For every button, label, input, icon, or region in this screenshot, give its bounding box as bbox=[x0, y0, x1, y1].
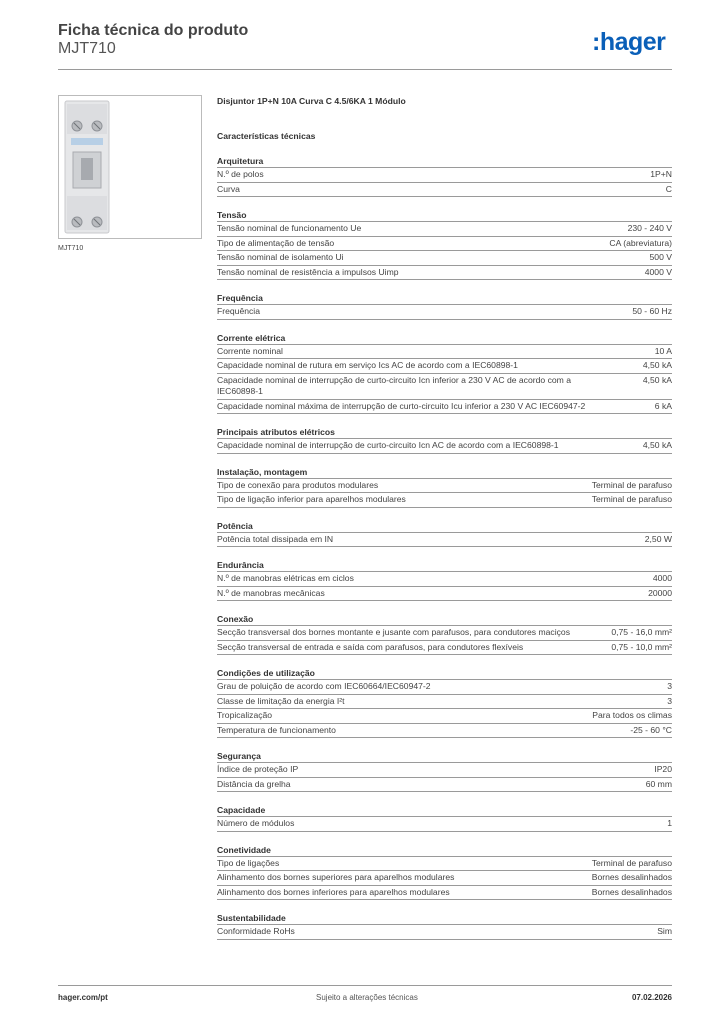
spec-value: 0,75 - 10,0 mm² bbox=[611, 641, 672, 652]
spec-row bbox=[217, 183, 672, 198]
spec-label: Tensão nominal de funcionamento Ue bbox=[217, 223, 362, 233]
spec-value: 4000 bbox=[652, 573, 672, 583]
spec-section bbox=[217, 805, 672, 832]
spec-row bbox=[217, 626, 672, 641]
spec-value: C bbox=[665, 183, 672, 194]
spec-sections bbox=[217, 156, 672, 940]
spec-row bbox=[217, 439, 672, 454]
spec-label: Tipo de ligação inferior para aparelhos modulares bbox=[217, 494, 406, 504]
spec-row bbox=[217, 641, 672, 656]
spec-row bbox=[217, 587, 672, 602]
spec-value: 50 - 60 Hz bbox=[632, 306, 672, 316]
spec-value: Terminal de parafuso bbox=[591, 494, 672, 504]
spec-value: Terminal de parafuso bbox=[591, 479, 672, 490]
spec-label: Capacidade nominal de rutura em serviço Ics AC de acordo com a IEC60898-1 bbox=[217, 360, 518, 370]
spec-value: IP20 bbox=[654, 764, 672, 774]
section-title: Frequência bbox=[217, 293, 672, 305]
product-image bbox=[58, 95, 202, 239]
image-caption: MJT710 bbox=[58, 245, 84, 252]
spec-value: 1 bbox=[667, 818, 672, 828]
footer-notice: Sujeito a alterações técnicas bbox=[316, 993, 418, 1002]
spec-value: 230 - 240 V bbox=[627, 223, 672, 233]
spec-row bbox=[217, 533, 672, 548]
circuit-breaker-image bbox=[59, 96, 201, 238]
spec-value: -25 - 60 °C bbox=[630, 724, 672, 735]
spec-label: Tensão nominal de resistência a impulsos Uimp bbox=[217, 266, 399, 277]
spec-label: Temperatura de funcionamento bbox=[217, 724, 336, 735]
spec-row bbox=[217, 680, 672, 695]
spec-row bbox=[217, 778, 672, 793]
spec-label: Número de módulos bbox=[217, 818, 295, 828]
spec-label: Secção transversal de entrada e saída com parafusos, para condutores flexíveis bbox=[217, 641, 524, 652]
section-title: Sustentabilidade bbox=[217, 913, 672, 925]
spec-row bbox=[217, 374, 672, 400]
spec-section bbox=[217, 521, 672, 548]
spec-value: Sim bbox=[657, 926, 672, 936]
spec-label: Tipo de alimentação de tensão bbox=[217, 237, 335, 248]
spec-value: 4000 V bbox=[644, 266, 672, 277]
spec-label: N.º de manobras elétricas em ciclos bbox=[217, 573, 354, 583]
spec-row bbox=[217, 479, 672, 494]
spec-row bbox=[217, 359, 672, 374]
spec-label: Alinhamento dos bornes superiores para aparelhos modulares bbox=[217, 872, 455, 882]
spec-value: 10 A bbox=[654, 345, 672, 356]
spec-value: Bornes desalinhados bbox=[591, 872, 672, 882]
spec-section bbox=[217, 668, 672, 738]
spec-section bbox=[217, 560, 672, 601]
spec-row bbox=[217, 724, 672, 739]
spec-label: Tipo de ligações bbox=[217, 857, 280, 868]
spec-label: Alinhamento dos bornes inferiores para aparelhos modulares bbox=[217, 886, 450, 897]
section-title: Instalação, montagem bbox=[217, 467, 672, 479]
spec-row bbox=[217, 763, 672, 778]
spec-label: Capacidade nominal de interrupção de curto-circuito Icn inferior a 230 V AC de acordo com a IEC60898-1 bbox=[217, 374, 571, 396]
footer-divider bbox=[58, 985, 672, 986]
spec-section bbox=[217, 751, 672, 792]
spec-section bbox=[217, 845, 672, 901]
spec-value: 4,50 kA bbox=[642, 374, 672, 385]
spec-value: 2,50 W bbox=[644, 533, 672, 544]
spec-row bbox=[217, 400, 672, 415]
spec-value: 3 bbox=[667, 681, 672, 691]
spec-row bbox=[217, 817, 672, 832]
characteristics-title: Características técnicas bbox=[217, 131, 316, 141]
product-name: Disjuntor 1P+N 10A Curva C 4.5/6KA 1 Módulo bbox=[217, 96, 406, 106]
spec-value: 4,50 kA bbox=[642, 360, 672, 370]
section-title: Arquitetura bbox=[217, 156, 672, 168]
spec-row bbox=[217, 709, 672, 724]
spec-content bbox=[217, 96, 672, 940]
spec-section bbox=[217, 427, 672, 454]
spec-row bbox=[217, 925, 672, 940]
section-title: Conetividade bbox=[217, 845, 672, 857]
spec-label: Secção transversal dos bornes montante e jusante com parafusos, para condutores maciços bbox=[217, 627, 571, 637]
spec-label: Tropicalização bbox=[217, 710, 273, 720]
section-title: Segurança bbox=[217, 751, 672, 763]
section-title: Capacidade bbox=[217, 805, 672, 817]
spec-value: 1P+N bbox=[650, 169, 672, 179]
spec-label: Capacidade nominal máxima de interrupção de curto-circuito Icu inferior a 230 V AC IEC60947-2 bbox=[217, 400, 586, 411]
spec-value: 3 bbox=[667, 695, 672, 706]
spec-row bbox=[217, 857, 672, 872]
spec-row bbox=[217, 237, 672, 252]
spec-value: 500 V bbox=[649, 252, 672, 262]
section-title: Potência bbox=[217, 521, 672, 533]
spec-label: Tipo de conexão para produtos modulares bbox=[217, 479, 379, 490]
spec-label: Curva bbox=[217, 183, 240, 194]
spec-value: Bornes desalinhados bbox=[591, 886, 672, 897]
spec-row bbox=[217, 222, 672, 237]
spec-row bbox=[217, 493, 672, 508]
spec-label: N.º de polos bbox=[217, 169, 264, 179]
spec-row bbox=[217, 886, 672, 901]
header-divider bbox=[58, 69, 672, 70]
spec-section bbox=[217, 614, 672, 655]
spec-value: Terminal de parafuso bbox=[591, 857, 672, 868]
spec-value: CA (abreviatura) bbox=[609, 237, 672, 248]
section-title: Condições de utilização bbox=[217, 668, 672, 680]
spec-label: Grau de poluição de acordo com IEC60664/IEC60947-2 bbox=[217, 681, 431, 691]
spec-label: Classe de limitação da energia I²t bbox=[217, 695, 345, 706]
spec-label: Potência total dissipada em IN bbox=[217, 533, 334, 544]
hager-logo: :hager bbox=[592, 28, 666, 56]
spec-label: Distância da grelha bbox=[217, 778, 291, 789]
spec-label: Frequência bbox=[217, 306, 260, 316]
spec-section bbox=[217, 156, 672, 197]
spec-label: Tensão nominal de isolamento Ui bbox=[217, 252, 344, 262]
section-title: Tensão bbox=[217, 210, 672, 222]
spec-value: 4,50 kA bbox=[642, 440, 672, 450]
spec-value: 0,75 - 16,0 mm² bbox=[611, 627, 672, 637]
spec-section bbox=[217, 210, 672, 280]
spec-value: 20000 bbox=[648, 587, 672, 598]
spec-row bbox=[217, 871, 672, 886]
spec-row bbox=[217, 305, 672, 320]
spec-row bbox=[217, 251, 672, 266]
spec-value: 6 kA bbox=[654, 400, 672, 411]
section-title: Principais atributos elétricos bbox=[217, 427, 672, 439]
spec-row bbox=[217, 345, 672, 360]
spec-section bbox=[217, 913, 672, 940]
page-title: Ficha técnica do produto bbox=[58, 22, 249, 39]
spec-row bbox=[217, 266, 672, 281]
spec-row bbox=[217, 168, 672, 183]
footer-website: hager.com/pt bbox=[58, 993, 108, 1002]
section-title: Conexão bbox=[217, 614, 672, 626]
section-title: Endurância bbox=[217, 560, 672, 572]
spec-label: Conformidade RoHs bbox=[217, 926, 295, 936]
spec-value: 60 mm bbox=[645, 778, 672, 789]
spec-row bbox=[217, 572, 672, 587]
section-title: Corrente elétrica bbox=[217, 333, 672, 345]
spec-row bbox=[217, 695, 672, 710]
spec-label: Capacidade nominal de interrupção de curto-circuito Icn AC de acordo com a IEC60898-1 bbox=[217, 440, 559, 450]
spec-section bbox=[217, 333, 672, 415]
footer-date: 07.02.2026 bbox=[631, 993, 672, 1002]
spec-value: Para todos os climas bbox=[592, 710, 672, 720]
spec-section bbox=[217, 293, 672, 320]
spec-label: Corrente nominal bbox=[217, 345, 283, 356]
spec-section bbox=[217, 467, 672, 508]
product-code: MJT710 bbox=[58, 40, 116, 57]
spec-label: Índice de proteção IP bbox=[217, 764, 299, 774]
spec-label: N.º de manobras mecânicas bbox=[217, 587, 325, 598]
